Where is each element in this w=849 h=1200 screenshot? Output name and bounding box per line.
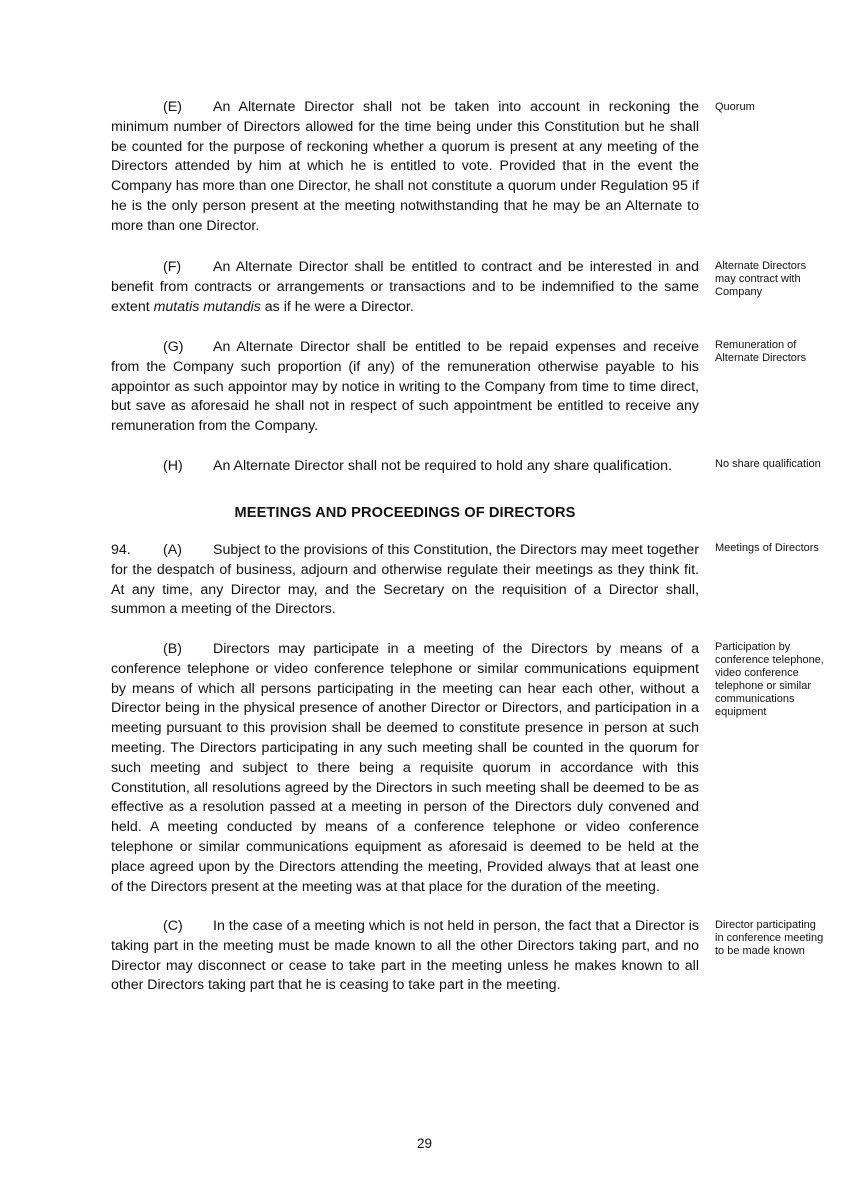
paragraph-label: (E) [163, 99, 182, 115]
section-heading: MEETINGS AND PROCEEDINGS OF DIRECTORS [234, 505, 576, 521]
paragraph-label: (H) [163, 458, 183, 474]
paragraph-text: In the case of a meeting which is not held in person, the fact that a Director is taking part in the meeting must be made known to all the other Directors taking part, and no Director may disconnect or cease to take part in the meeting unless he makes known to all other Directors taking part that he is ceasing to take part in the meeting. [111, 918, 699, 994]
margin-note-director-known: Director participating in conference meeting to be made known [715, 919, 824, 957]
paragraph-text: An Alternate Director shall be entitled to contract and be interested in and benefit from contracts or arrangements or transactions and to be indemnified to the same extent [111, 259, 699, 315]
paragraph-text: Subject to the provisions of this Constitution, the Directors may meet together for the despatch of business, adjourn and otherwise regulate their meetings as they think fit. At any time, any Director may, and the Secretary on the requisition of a Director shall, summon a meeting of the Directors. [111, 542, 699, 618]
page-number: 29 [416, 1136, 433, 1151]
paragraph-94A [111, 541, 699, 620]
paragraph-text: Directors may participate in a meeting of the Directors by means of a conference telephone or video conference telephone or similar communications equipment by means of which all persons participating in the meeting can hear each other, without a Director being in the physical presence of another Director or Directors, and participation in a meeting pursuant to this provision shall be deemed to constitute presence in person at such meeting. The Directors participating in any such meeting shall be counted in the quorum for such meeting and subject to there being a requisite quorum in accordance with this Constitution, all resolutions agreed by the Directors in such meeting shall be deemed to be as effective as a resolution passed at a meeting in person of the Directors duly convened and held. A meeting conducted by means of a conference telephone or video conference telephone or similar communications equipment as aforesaid is deemed to be held at the place agreed upon by the Directors attending the meeting, Provided always that at least one of the Directors present at the meeting was at that place for the duration of the meeting. [111, 641, 699, 895]
paragraph-label: (A) [163, 542, 182, 558]
paragraph-94B [111, 640, 699, 897]
paragraph-text: An Alternate Director shall not be required to hold any share qualification. [213, 458, 673, 474]
regulation-number: 94. [111, 542, 131, 558]
paragraph-G [111, 338, 699, 437]
margin-note-quorum: Quorum [715, 101, 755, 113]
paragraph-E [111, 98, 699, 237]
margin-note-participation: Participation by conference telephone, video conference telephone or similar communications equipment [715, 641, 824, 718]
margin-note-meetings: Meetings of Directors [715, 542, 819, 554]
paragraph-H [111, 457, 699, 477]
paragraph-text: An Alternate Director shall not be taken into account in reckoning the minimum number of Directors allowed for the time being under this Constitution but he shall be counted for the purpose of reckoning whether a quorum is present at any meeting of the Directors attended by him at which he is entitled to vote. Provided that in the event the Company has more than one Director, he shall not constitute a quorum under Regulation 95 if he is the only person present at the meeting notwithstanding that he may be an Alternate to more than one Director. [111, 99, 699, 234]
paragraph-text-tail: as if he were a Director. [260, 298, 414, 315]
margin-note-alternate-contract: Alternate Directors may contract with Company [715, 260, 807, 298]
paragraph-italic-term: mutatis mutandis [153, 298, 261, 315]
margin-note-remuneration: Remuneration of Alternate Directors [715, 339, 807, 364]
paragraph-label: (G) [163, 339, 184, 355]
paragraph-label: (B) [163, 641, 182, 657]
paragraph-94C [111, 917, 699, 996]
margin-note-share-qualification: No share qualification [715, 458, 821, 470]
paragraph-label: (C) [163, 918, 183, 934]
paragraph-label: (F) [163, 259, 182, 275]
paragraph-text: An Alternate Director shall be entitled to be repaid expenses and receive from the Company such proportion (if any) of the remuneration otherwise payable to his appointor as such appointor may by notice in writing to the Company from time to time direct, but save as aforesaid he shall not in respect of such appointment be entitled to receive any remuneration from the Company. [111, 339, 699, 435]
paragraph-F [111, 258, 699, 317]
